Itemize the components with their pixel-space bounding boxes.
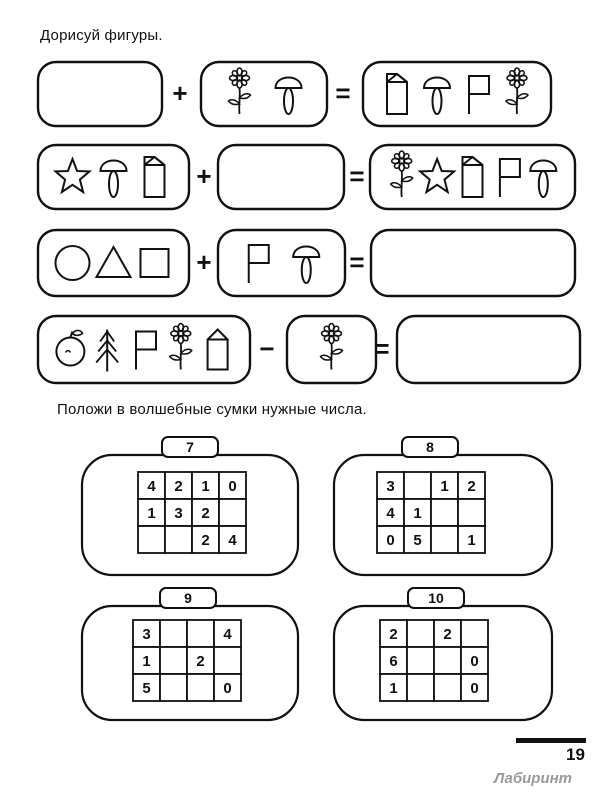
grid-cell[interactable] <box>461 620 488 647</box>
row4-operator: − <box>259 333 275 364</box>
row2-result-box-frame <box>370 145 575 209</box>
cell-number: 4 <box>386 505 395 522</box>
row2-right-box <box>218 145 344 209</box>
row3-operator: + <box>196 247 212 277</box>
cell-number: 4 <box>228 532 237 549</box>
magic-bag-7 <box>82 437 298 575</box>
cell-number: 1 <box>201 478 210 495</box>
row3-equals: = <box>349 247 365 277</box>
row3-result-box-frame <box>371 230 575 296</box>
grid-cell[interactable] <box>407 647 434 674</box>
grid-cell[interactable] <box>458 499 485 526</box>
cell-number: 3 <box>386 478 395 495</box>
grid-cell[interactable] <box>187 674 214 701</box>
grid-cell[interactable] <box>404 472 431 499</box>
cell-number: 0 <box>470 680 479 697</box>
row4-right-box <box>287 316 376 383</box>
section2-title: Положи в волшебные сумки нужные числа. <box>57 401 367 418</box>
row1-right-box-frame <box>201 62 327 126</box>
cell-number: 4 <box>147 478 156 495</box>
cell-number: 0 <box>386 532 395 549</box>
cell-number: 2 <box>467 478 476 495</box>
grid-cell[interactable] <box>214 647 241 674</box>
cell-number: 3 <box>142 626 151 643</box>
row2-result-box <box>370 145 575 209</box>
cell-number: 2 <box>201 505 210 522</box>
cell-number: 1 <box>467 532 476 549</box>
cell-number: 2 <box>443 626 452 643</box>
grid-cell[interactable] <box>407 620 434 647</box>
row4-equals: = <box>374 333 390 364</box>
cell-number: 0 <box>223 680 232 697</box>
grid-cell[interactable] <box>431 499 458 526</box>
row3-right-box <box>218 230 345 296</box>
cell-number: 2 <box>174 478 183 495</box>
cell-number: 5 <box>142 680 151 697</box>
row1-left-box-frame <box>38 62 162 126</box>
row3-right-box-frame <box>218 230 345 296</box>
bag-label: 7 <box>186 439 194 455</box>
row1-equals: = <box>335 78 351 108</box>
page-number: 19 <box>566 745 585 764</box>
row1-left-box <box>38 62 162 126</box>
row4-result-box-frame <box>397 316 580 383</box>
bag-label: 9 <box>184 590 192 606</box>
section1-title: Дорисуй фигуры. <box>40 27 163 44</box>
bag-label: 8 <box>426 439 434 455</box>
row2-equals: = <box>349 161 365 191</box>
cell-number: 1 <box>413 505 422 522</box>
grid-cell[interactable] <box>219 499 246 526</box>
grid-cell[interactable] <box>160 620 187 647</box>
row2-left-box <box>38 145 189 209</box>
cell-number: 1 <box>440 478 449 495</box>
cell-number: 1 <box>142 653 151 670</box>
row4-left-box <box>38 316 250 383</box>
row1-right-box <box>201 62 327 126</box>
cell-number: 2 <box>389 626 398 643</box>
row3-result-box <box>371 230 575 296</box>
grid-cell[interactable] <box>138 526 165 553</box>
row2-right-box-frame <box>218 145 344 209</box>
grid-cell[interactable] <box>431 526 458 553</box>
grid-cell[interactable] <box>407 674 434 701</box>
row1-operator: + <box>172 78 188 108</box>
grid-cell[interactable] <box>434 674 461 701</box>
bag-label: 10 <box>428 590 444 606</box>
cell-number: 0 <box>470 653 479 670</box>
page-number-rule <box>516 738 586 743</box>
grid-cell[interactable] <box>434 647 461 674</box>
magic-bag-8 <box>334 437 552 575</box>
grid-cell[interactable] <box>187 620 214 647</box>
magic-bag-9 <box>82 588 298 720</box>
grid-cell[interactable] <box>165 526 192 553</box>
cell-number: 4 <box>223 626 232 643</box>
cell-number: 1 <box>147 505 156 522</box>
grid-cell[interactable] <box>160 674 187 701</box>
cell-number: 0 <box>228 478 237 495</box>
watermark: Лабиринт <box>494 770 573 787</box>
grid-cell[interactable] <box>160 647 187 674</box>
cell-number: 3 <box>174 505 183 522</box>
cell-number: 2 <box>201 532 210 549</box>
row3-left-box-frame <box>38 230 189 296</box>
cell-number: 2 <box>196 653 205 670</box>
magic-bag-10 <box>334 588 552 720</box>
cell-number: 1 <box>389 680 398 697</box>
row1-result-box <box>363 62 551 126</box>
row2-operator: + <box>196 161 212 191</box>
cell-number: 5 <box>413 532 422 549</box>
cell-number: 6 <box>389 653 398 670</box>
row4-result-box <box>397 316 580 383</box>
row3-left-box <box>38 230 189 296</box>
